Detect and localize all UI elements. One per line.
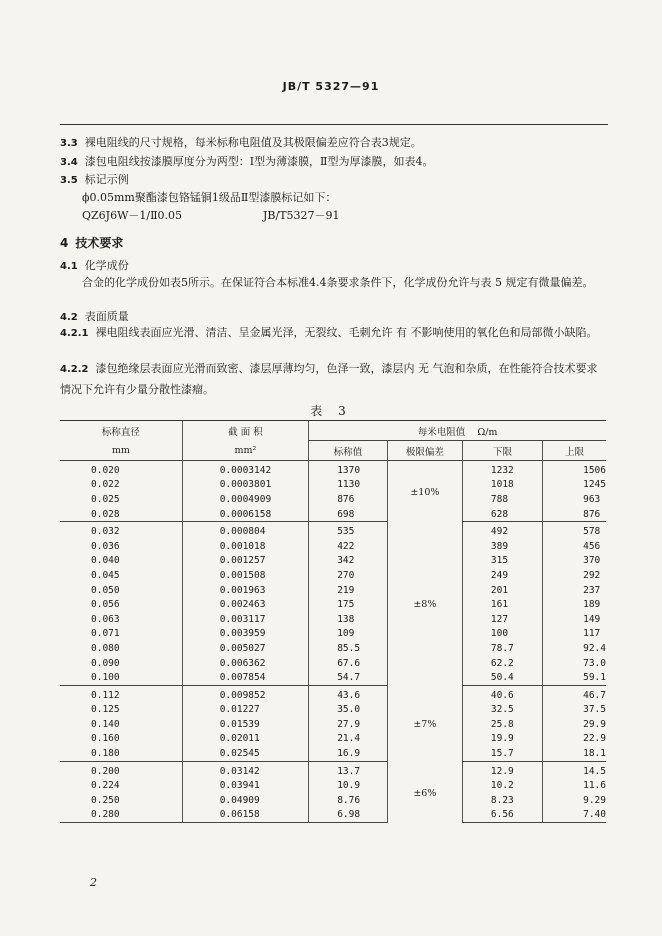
clause-text: 裸电阻线的尺寸规格，每米标称电阻值及其极限偏差应符合表3规定。 bbox=[84, 136, 422, 149]
cell-diameter: 0.056 bbox=[91, 599, 120, 611]
cell-upper: 11.6 bbox=[543, 778, 606, 793]
cell-upper: 7.40 bbox=[543, 808, 606, 823]
cell-lower: 78.7 bbox=[462, 641, 542, 656]
cell-area: 0.002463 bbox=[182, 597, 308, 612]
cell-diameter: 0.112 bbox=[91, 689, 120, 701]
cell-upper: 292 bbox=[543, 568, 606, 583]
cell-lower: 1232 bbox=[462, 461, 542, 478]
table-row bbox=[60, 746, 606, 761]
cell-lower: 127 bbox=[462, 612, 542, 627]
cell-upper: 1245 bbox=[543, 478, 606, 493]
cell-diameter: 0.140 bbox=[91, 718, 120, 730]
cell-area: 0.01539 bbox=[182, 717, 308, 732]
table-row bbox=[60, 522, 606, 539]
cell-nominal: 422 bbox=[309, 539, 388, 554]
table-row bbox=[60, 492, 606, 507]
cell-area: 0.0003801 bbox=[182, 478, 308, 493]
table-body bbox=[60, 461, 606, 823]
cell-area: 0.0006158 bbox=[182, 507, 308, 522]
cell-upper: 963 bbox=[543, 492, 606, 507]
cell-lower: 25.8 bbox=[462, 717, 542, 732]
table-row bbox=[60, 732, 606, 747]
table-row bbox=[60, 685, 606, 702]
header-nominal: 标称值 bbox=[309, 441, 388, 461]
cell-diameter: 0.022 bbox=[91, 479, 120, 491]
cell-nominal: 1130 bbox=[309, 478, 388, 493]
cell-upper: 73.0 bbox=[543, 656, 606, 671]
cell-diameter: 0.028 bbox=[60, 507, 182, 522]
cell-diameter: 0.032 bbox=[91, 526, 120, 538]
table-row bbox=[60, 478, 606, 493]
cell-upper: 59.1 bbox=[543, 670, 606, 685]
cell-diameter: 0.200 bbox=[91, 765, 120, 777]
cell-nominal: 35.0 bbox=[309, 703, 388, 718]
cell-area: 0.03941 bbox=[182, 778, 308, 793]
cell-diameter: 0.224 bbox=[91, 780, 120, 792]
header-resistance-label: 每米电阻值 bbox=[417, 426, 466, 438]
cell-area: 0.02545 bbox=[182, 746, 308, 761]
cell-upper: 22.9 bbox=[543, 732, 606, 747]
cell-upper: 237 bbox=[543, 583, 606, 598]
cell-area: 0.009852 bbox=[182, 685, 308, 702]
marking-example-standard: JB/T5327－91 bbox=[263, 209, 340, 222]
table-row bbox=[60, 539, 606, 554]
clause-text: 漆包绝缘层表面应光滑而致密、漆层厚薄均匀，色泽一致，漆层内 无 气泡和杂质，在性能符合技术要求情况下允许有少量分散性漆瘤。 bbox=[60, 362, 598, 396]
cell-nominal: 16.9 bbox=[309, 746, 388, 761]
cell-diameter: 0.180 bbox=[60, 746, 182, 761]
clause-3-4 bbox=[60, 155, 434, 170]
cell-diameter: 0.090 bbox=[91, 657, 120, 669]
table-row bbox=[60, 703, 606, 718]
cell-upper: 456 bbox=[543, 539, 606, 554]
clause-text: 标记示例 bbox=[84, 173, 129, 186]
cell-lower: 788 bbox=[462, 492, 542, 507]
clause-number: 3.5 bbox=[60, 175, 78, 186]
cell-area: 0.001963 bbox=[182, 583, 308, 598]
clause-3-5 bbox=[60, 173, 129, 188]
header-diameter: 标称直径 bbox=[60, 421, 182, 441]
cell-area: 0.04909 bbox=[182, 793, 308, 808]
cell-lower: 315 bbox=[462, 554, 542, 569]
cell-area: 0.0004909 bbox=[182, 492, 308, 507]
table-row bbox=[60, 778, 606, 793]
cell-diameter: 0.040 bbox=[91, 555, 120, 567]
header-resistance bbox=[309, 421, 606, 441]
table-row bbox=[60, 554, 606, 569]
cell-upper: 29.9 bbox=[543, 717, 606, 732]
cell-lower: 100 bbox=[462, 627, 542, 642]
table-row bbox=[60, 656, 606, 671]
cell-nominal: 6.98 bbox=[309, 808, 388, 823]
cell-nominal: 535 bbox=[309, 522, 388, 539]
cell-lower: 19.9 bbox=[462, 732, 542, 747]
cell-lower: 628 bbox=[462, 507, 542, 522]
cell-area: 0.003959 bbox=[182, 627, 308, 642]
clause-4-2-1 bbox=[60, 323, 608, 344]
cell-nominal: 1370 bbox=[309, 461, 388, 478]
cell-upper: 14.5 bbox=[543, 761, 606, 778]
table-row bbox=[60, 612, 606, 627]
cell-upper: 370 bbox=[543, 554, 606, 569]
table-row bbox=[60, 461, 606, 478]
cell-nominal: 219 bbox=[309, 583, 388, 598]
table-row bbox=[60, 641, 606, 656]
cell-diameter: 0.020 bbox=[91, 464, 120, 476]
cell-upper: 117 bbox=[543, 627, 606, 642]
cell-lower: 62.2 bbox=[462, 656, 542, 671]
table-row bbox=[60, 808, 606, 823]
cell-nominal: 8.76 bbox=[309, 793, 388, 808]
table-row bbox=[60, 717, 606, 732]
cell-lower: 10.2 bbox=[462, 778, 542, 793]
cell-lower: 1018 bbox=[462, 478, 542, 493]
cell-diameter: 0.160 bbox=[91, 733, 120, 745]
cell-lower: 8.23 bbox=[462, 793, 542, 808]
clause-number: 4.2.2 bbox=[60, 364, 89, 375]
cell-area: 0.001508 bbox=[182, 568, 308, 583]
cell-diameter: 0.125 bbox=[91, 704, 120, 716]
cell-deviation: ±7% bbox=[387, 685, 462, 761]
header-area: 截 面 积 bbox=[182, 421, 308, 441]
cell-lower: 40.6 bbox=[462, 685, 542, 702]
clause-4-1 bbox=[60, 259, 129, 274]
cell-diameter: 0.071 bbox=[91, 628, 120, 640]
clause-number: 4.1 bbox=[60, 261, 78, 272]
clause-text: 表面质量 bbox=[84, 310, 129, 323]
clause-3-3 bbox=[60, 136, 422, 151]
table-title: 表 3 bbox=[310, 404, 352, 418]
cell-nominal: 175 bbox=[309, 597, 388, 612]
table-row bbox=[60, 568, 606, 583]
cell-area: 0.001257 bbox=[182, 554, 308, 569]
header-diameter-unit: mm bbox=[60, 441, 182, 461]
clause-4-1-body: 合金的化学成份如表5所示。在保证符合本标准4.4条要求条件下，化学成份允许与表 5 规定有微量偏差。 bbox=[82, 276, 594, 289]
cell-lower: 161 bbox=[462, 597, 542, 612]
section-number: 4 bbox=[60, 236, 69, 250]
cell-upper: 37.5 bbox=[543, 703, 606, 718]
clause-number: 3.3 bbox=[60, 138, 78, 149]
cell-nominal: 342 bbox=[309, 554, 388, 569]
cell-area: 0.003117 bbox=[182, 612, 308, 627]
table-row bbox=[60, 793, 606, 808]
cell-lower: 249 bbox=[462, 568, 542, 583]
cell-diameter: 0.025 bbox=[91, 493, 120, 505]
cell-area: 0.005027 bbox=[182, 641, 308, 656]
header-rule bbox=[60, 124, 608, 125]
cell-area: 0.0003142 bbox=[182, 461, 308, 478]
cell-upper: 578 bbox=[543, 522, 606, 539]
cell-nominal: 21.4 bbox=[309, 732, 388, 747]
cell-area: 0.001018 bbox=[182, 539, 308, 554]
table-row bbox=[60, 507, 606, 522]
table-row bbox=[60, 583, 606, 598]
table-row bbox=[60, 670, 606, 685]
table-row bbox=[60, 761, 606, 778]
cell-diameter: 0.080 bbox=[91, 642, 120, 654]
cell-nominal: 876 bbox=[309, 492, 388, 507]
cell-area: 0.03142 bbox=[182, 761, 308, 778]
cell-deviation: ±8% bbox=[387, 522, 462, 686]
cell-area: 0.007854 bbox=[182, 670, 308, 685]
cell-nominal: 54.7 bbox=[309, 670, 388, 685]
section-title: 技术要求 bbox=[75, 236, 124, 250]
section-4-heading bbox=[60, 236, 123, 251]
clause-number: 3.4 bbox=[60, 157, 78, 168]
document-header: JB/T 5327—91 bbox=[282, 80, 380, 93]
header-deviation: 极限偏差 bbox=[387, 441, 462, 461]
cell-lower: 201 bbox=[462, 583, 542, 598]
marking-example-text: ϕ0.05mm聚酯漆包铬锰铜1级品Ⅱ型漆膜标记如下： bbox=[82, 191, 337, 204]
cell-lower: 12.9 bbox=[462, 761, 542, 778]
cell-lower: 6.56 bbox=[462, 808, 542, 823]
cell-lower: 492 bbox=[462, 522, 542, 539]
cell-deviation: ±6% bbox=[387, 761, 462, 822]
cell-lower: 50.4 bbox=[462, 670, 542, 685]
cell-diameter: 0.100 bbox=[60, 670, 182, 685]
table-row bbox=[60, 627, 606, 642]
cell-nominal: 698 bbox=[309, 507, 388, 522]
header-upper: 上限 bbox=[543, 441, 606, 461]
cell-area: 0.06158 bbox=[182, 808, 308, 823]
cell-nominal: 109 bbox=[309, 627, 388, 642]
cell-area: 0.01227 bbox=[182, 703, 308, 718]
cell-nominal: 10.9 bbox=[309, 778, 388, 793]
cell-area: 0.02011 bbox=[182, 732, 308, 747]
cell-upper: 9.29 bbox=[543, 793, 606, 808]
cell-lower: 15.7 bbox=[462, 746, 542, 761]
cell-lower: 389 bbox=[462, 539, 542, 554]
cell-nominal: 138 bbox=[309, 612, 388, 627]
header-area-unit: mm² bbox=[182, 441, 308, 461]
table-row bbox=[60, 597, 606, 612]
marking-example-code: QZ6J6W－1/Ⅱ0.05 bbox=[82, 209, 183, 222]
cell-diameter: 0.045 bbox=[91, 569, 120, 581]
cell-diameter: 0.036 bbox=[91, 540, 120, 552]
cell-upper: 1506 bbox=[543, 461, 606, 478]
cell-diameter: 0.250 bbox=[91, 794, 120, 806]
cell-upper: 92.4 bbox=[543, 641, 606, 656]
cell-area: 0.006362 bbox=[182, 656, 308, 671]
clause-4-2-2 bbox=[60, 359, 608, 400]
cell-nominal: 270 bbox=[309, 568, 388, 583]
cell-nominal: 13.7 bbox=[309, 761, 388, 778]
cell-upper: 46.7 bbox=[543, 685, 606, 702]
cell-upper: 18.1 bbox=[543, 746, 606, 761]
clause-text: 漆包电阻线按漆膜厚度分为两型：Ⅰ型为薄漆膜，Ⅱ型为厚漆膜，如表4。 bbox=[84, 155, 434, 168]
clause-number: 4.2.1 bbox=[60, 328, 89, 339]
cell-nominal: 43.6 bbox=[309, 685, 388, 702]
cell-upper: 189 bbox=[543, 597, 606, 612]
clause-text: 化学成份 bbox=[84, 259, 129, 272]
clause-text: 裸电阻线表面应光滑、清洁、呈金属光泽，无裂纹、毛刺允许 有 不影响使用的氧化色和局部微小缺陷。 bbox=[95, 326, 598, 339]
cell-nominal: 27.9 bbox=[309, 717, 388, 732]
resistance-table bbox=[60, 420, 606, 823]
cell-diameter: 0.063 bbox=[91, 613, 120, 625]
header-lower: 下限 bbox=[462, 441, 542, 461]
cell-nominal: 85.5 bbox=[309, 641, 388, 656]
page-number: 2 bbox=[90, 876, 97, 889]
header-resistance-unit: Ω/m bbox=[477, 426, 498, 438]
clause-number: 4.2 bbox=[60, 312, 78, 323]
cell-lower: 32.5 bbox=[462, 703, 542, 718]
cell-upper: 876 bbox=[543, 507, 606, 522]
cell-nominal: 67.6 bbox=[309, 656, 388, 671]
cell-upper: 149 bbox=[543, 612, 606, 627]
cell-diameter: 0.050 bbox=[91, 584, 120, 596]
cell-diameter: 0.280 bbox=[60, 808, 182, 823]
cell-deviation: ±10% bbox=[387, 461, 462, 522]
cell-area: 0.000804 bbox=[182, 522, 308, 539]
